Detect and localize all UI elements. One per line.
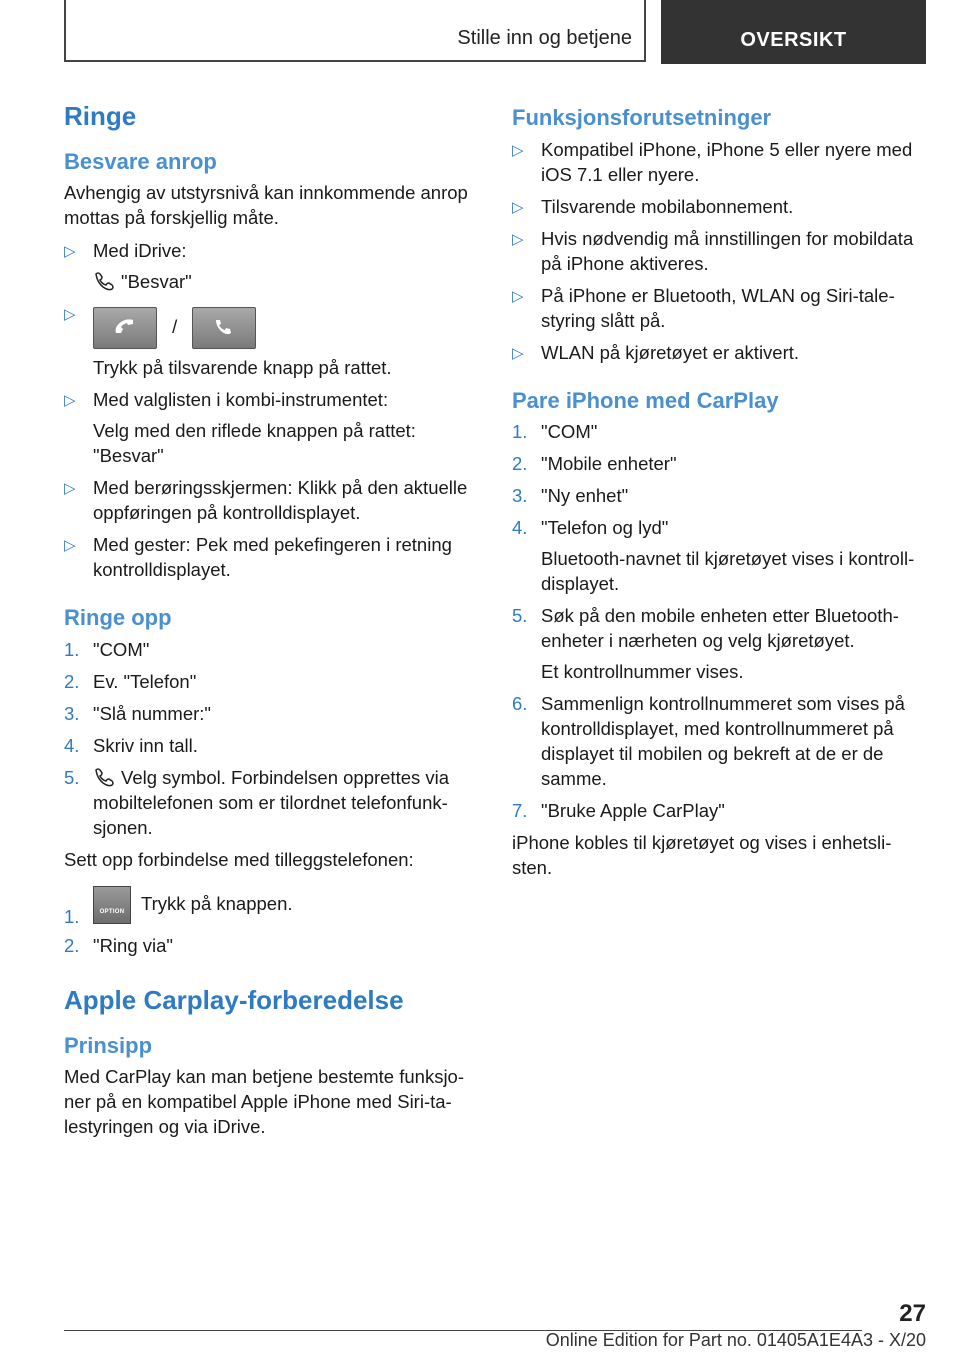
list-item: ▷ Med valglisten i kombi-instrumentet: Velg med den riflede knappen på rattet: "Besvar" — [64, 387, 480, 468]
list-item: 1. "COM" — [64, 638, 150, 660]
list-item: 6. Sammenlign kontrollnummeret som vises på kontrolldisplayet, med kontrollnummeret på displayet til mobilen og bekreft at de er de samme. — [512, 693, 905, 790]
steering-phone-button-image — [192, 307, 256, 349]
list-item: 1. "COM" — [512, 421, 598, 443]
right-column — [512, 100, 928, 880]
answer-label: "Besvar" — [121, 271, 192, 293]
list-item: 4. "Telefon og lyd" Bluetooth-navnet til kjøretøyet vises i kontroll-displayet. — [512, 517, 915, 595]
list-item: ▷ På iPhone er Bluetooth, WLAN og Siri-tale-styring slått på. — [512, 283, 928, 333]
chapter-tab — [661, 0, 926, 64]
heading-pair: Pare iPhone med CarPlay — [512, 387, 779, 413]
answer-list — [64, 238, 480, 582]
answer-intro: Avhengig av utstyrsnivå kan innkommende anrop mottas på forskjellig måte. — [64, 182, 468, 229]
left-column — [64, 100, 480, 1139]
list-item: 3. "Slå nummer:" — [64, 702, 212, 724]
list-item: ▷ Med gester: Pek med pekefingeren i retning kontrolldisplayet. — [64, 532, 480, 582]
dial-steps — [64, 637, 480, 840]
list-item: 2. Ev. "Telefon" — [64, 670, 197, 692]
heading-dial: Ringe opp — [64, 605, 172, 631]
section-tab — [64, 0, 646, 62]
list-item: 3. "Ny enhet" — [512, 485, 629, 507]
edition-text: Online Edition for Part no. 01405A1E4A3 - X/20 — [545, 1330, 926, 1350]
list-item: 5. Velg symbol. Forbindelsen opprettes via mobiltelefonen som er tilordnet telefonfunk-sjonen. — [64, 766, 450, 838]
list-item: 5. Søk på den mobile enheten etter Bluetooth-enheter i nærheten og velg kjøretøyet. Et kontrollnummer vises. — [512, 605, 899, 683]
heading-answer: Besvare anrop — [64, 148, 217, 174]
list-item: ▷ Kompatibel iPhone, iPhone 5 eller nyere med iOS 7.1 eller nyere. — [512, 137, 928, 187]
list-item: ▷ Med iDrive: "Besvar" — [64, 238, 480, 294]
pair-steps — [512, 419, 928, 823]
list-item: ▷ Hvis nødvendig må innstillingen for mobildata på iPhone aktiveres. — [512, 226, 928, 276]
title-carplay: Apple Carplay-forberedelse — [64, 984, 404, 1015]
separator: / — [172, 316, 178, 338]
steering-answer-button-image — [93, 307, 157, 349]
pair-result: iPhone kobles til kjøretøyet og vises i enhetsli-sten. — [512, 832, 892, 879]
option-button-image: OPTION — [93, 886, 131, 924]
section-title: Stille inn og betjene — [457, 27, 632, 49]
list-item: ▷ WLAN på kjøretøyet er aktivert. — [512, 340, 928, 365]
phone-hangup-icon — [212, 317, 236, 337]
phone-answer-icon — [113, 317, 137, 337]
requirements-list — [512, 137, 928, 365]
phone-handset-icon — [93, 271, 115, 291]
extra-phone-steps — [64, 886, 480, 958]
list-item: 7. "Bruke Apple CarPlay" — [512, 800, 725, 822]
phone-handset-icon — [93, 767, 115, 787]
page-number: 27 — [899, 1300, 926, 1327]
list-item: ▷ / Trykk på tilsvarende knapp på rattet. — [64, 301, 480, 380]
heading-principle: Prinsipp — [64, 1032, 153, 1058]
list-item: 2. "Ring via" — [64, 934, 173, 956]
list-item: 1. OPTION Trykk på knappen. — [64, 886, 480, 924]
chapter-title: OVERSIKT — [740, 29, 847, 51]
list-item: 2. "Mobile enheter" — [512, 453, 677, 475]
principle-text: Med CarPlay kan man betjene bestemte funksjo-ner på en kompatibel Apple iPhone med Siri-ta-lestyringen og via iDrive. — [64, 1066, 465, 1138]
title-ringe: Ringe — [64, 101, 137, 131]
list-item: ▷ Med berøringsskjermen: Klikk på den aktuelle oppføringen på kontrolldisplayet. — [64, 475, 480, 525]
list-item: 4. Skriv inn tall. — [64, 734, 198, 756]
extra-phone-text: Sett opp forbindelse med tilleggstelefonen: — [64, 848, 414, 870]
heading-requirements: Funksjonsforutsetninger — [512, 105, 772, 130]
page-header — [64, 0, 926, 64]
list-item: ▷ Tilsvarende mobilabonnement. — [512, 194, 928, 219]
